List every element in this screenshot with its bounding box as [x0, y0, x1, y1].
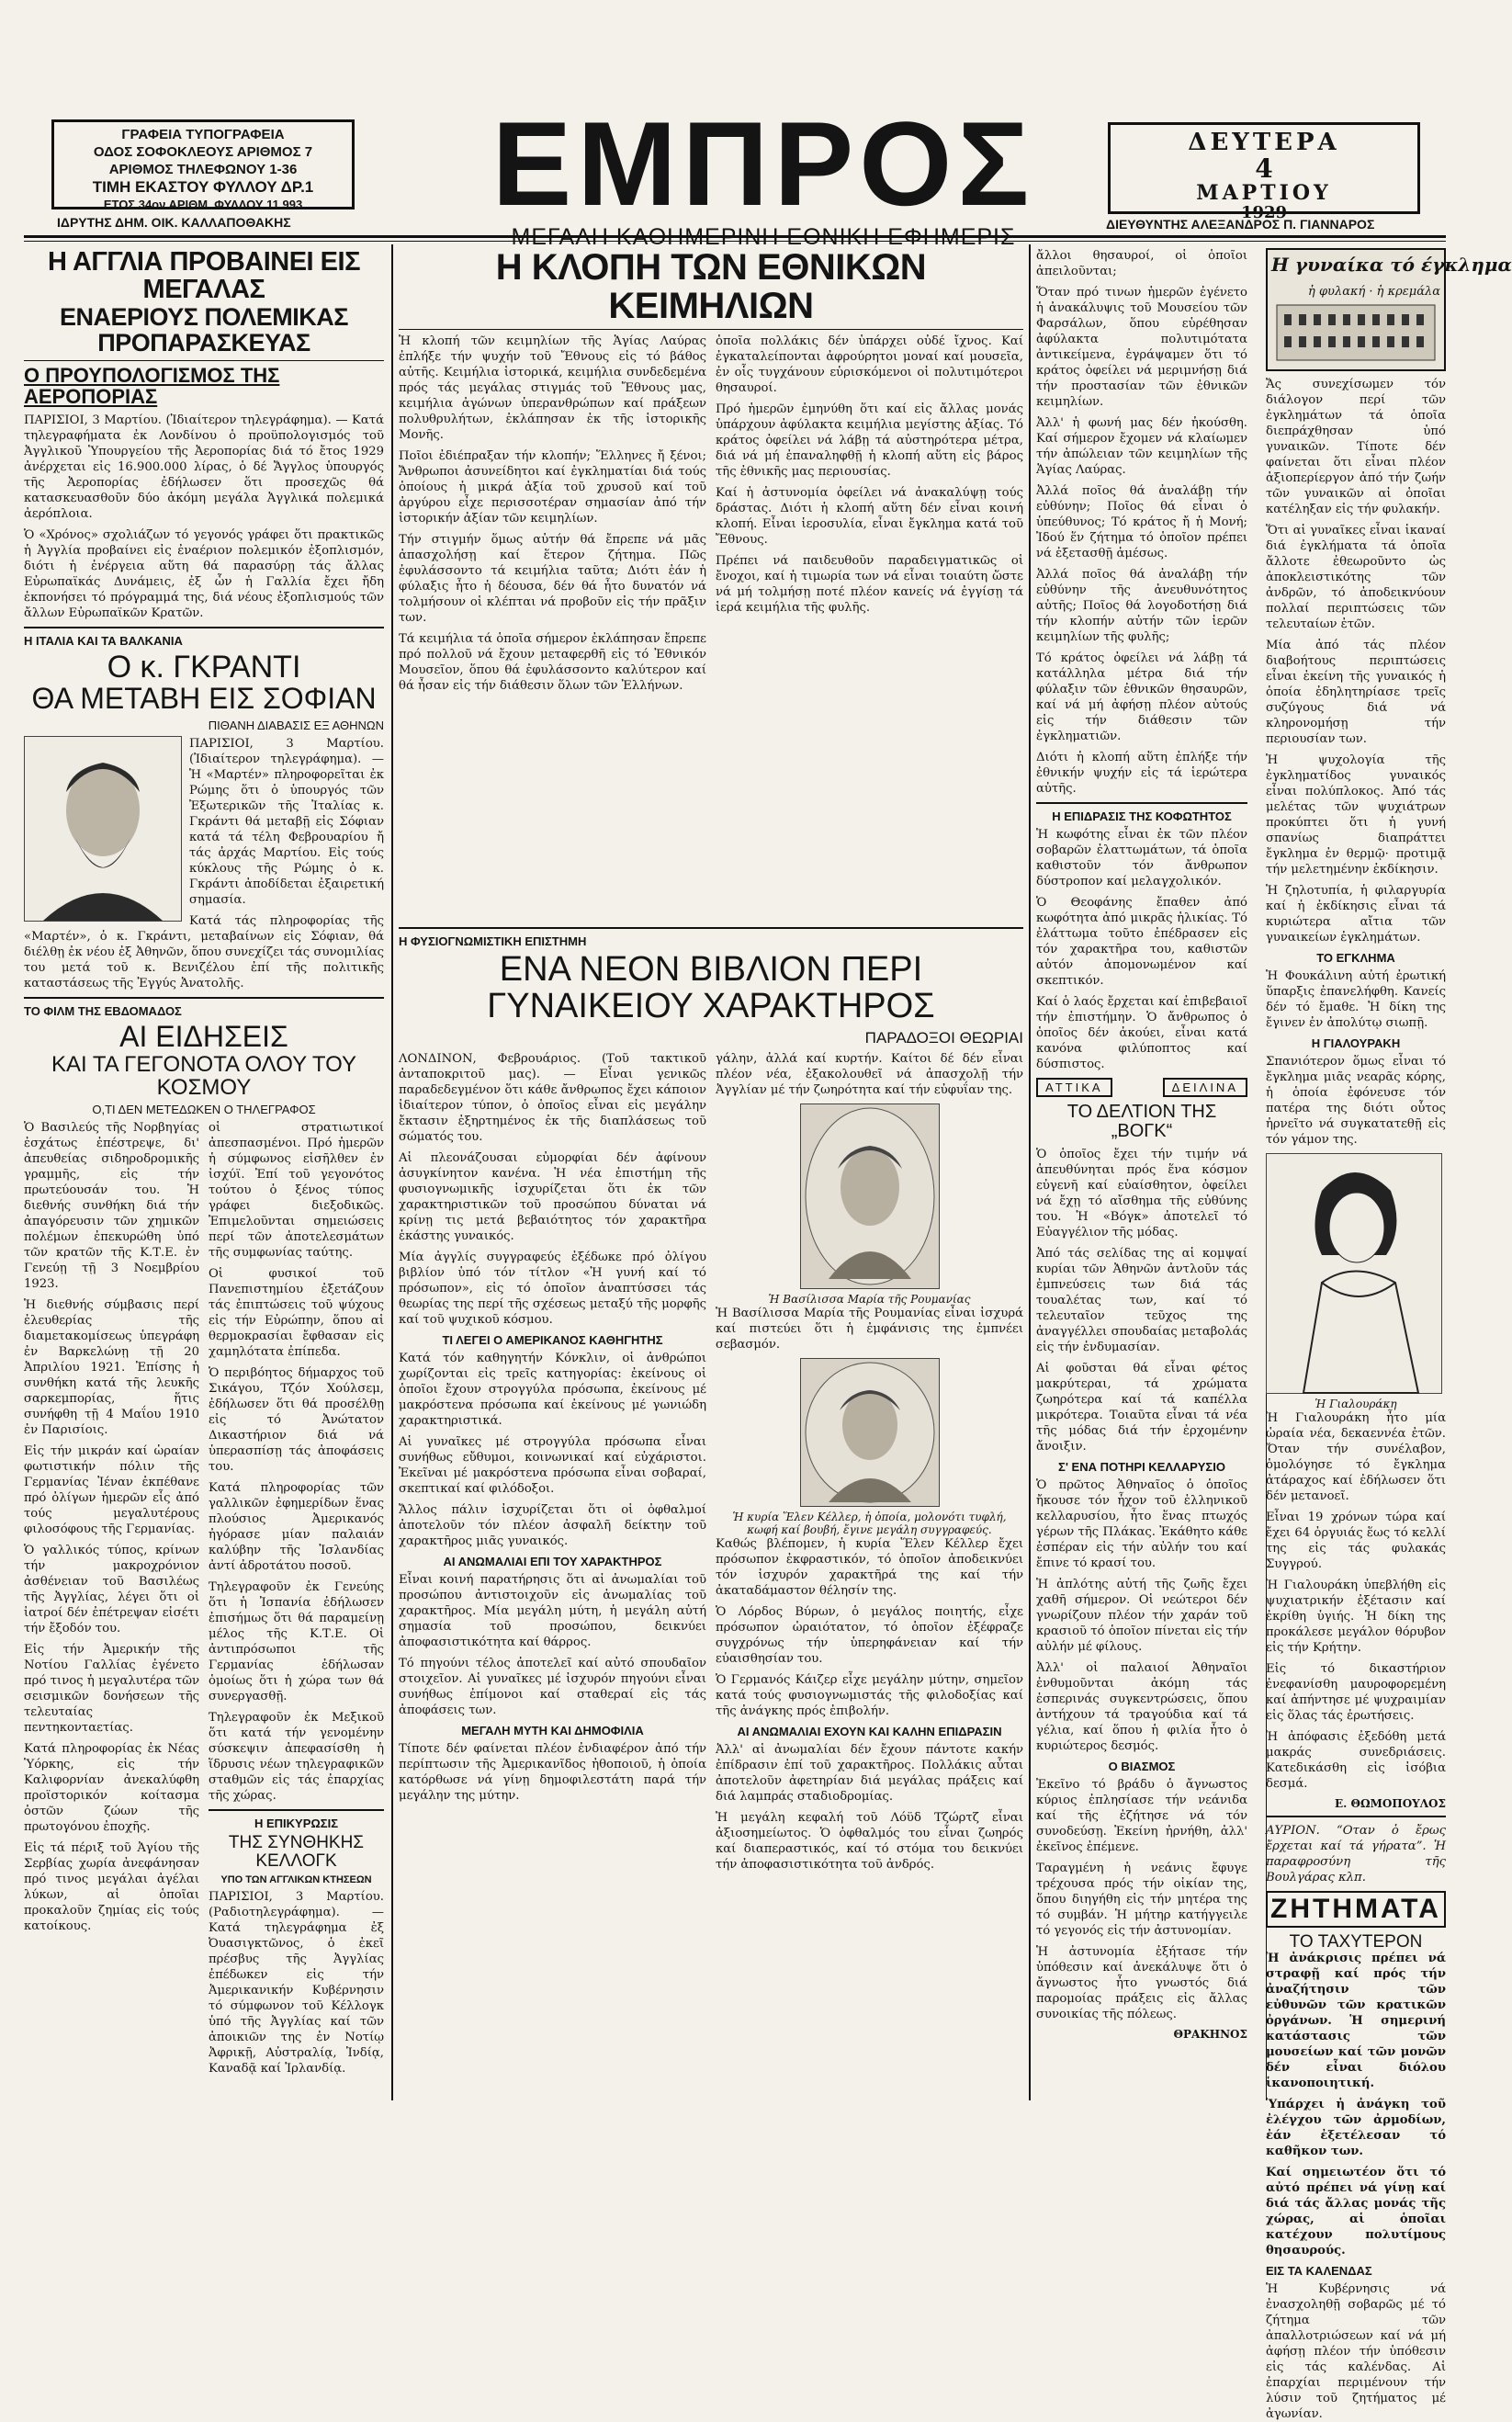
kicker: ΤΟ ΕΓΚΛΗΜΑ	[1316, 951, 1395, 965]
kicker: ΠΙΘΑΝΗ ΔΙΑΒΑΣΙΣ ΕΞ ΑΘΗΝΩΝ	[208, 719, 384, 733]
kicker: ΤΙ ΛΕΓΕΙ Ο ΑΜΕΡΙΚΑΝΟΣ ΚΑΘΗΓΗΤΗΣ	[442, 1332, 663, 1347]
divider	[209, 1809, 384, 1811]
article-text: Ἄς συνεχίσωμεν τόν διάλογον περί τῶν ἐγκλημάτων τά ὁποῖα διεπράχθησαν ὑπό γυναικῶν. Τίποτε δέν φαίνεται ὅτι εἶναι πλέον ἀξιοπερίεργον ἀπό τήν ζωήν τῶν γυναικῶν αἱ ὁποῖαι κατέληξαν εἰς τήν φυλακήν.	[1266, 378, 1446, 516]
date-number: 4	[1255, 153, 1273, 184]
article-text: Ὁ Λόρδος Βύρων, ὁ μεγάλος ποιητής, εἶχε πρόσωπον ὡραιότατον, τό ὁποῖον ἐξέφραζε συγχρόνως τήν ὑπερηφάνειαν καί τήν εὐαισθησίαν του.	[716, 1604, 1023, 1666]
article-text: Ὁ Θεοφάνης ἔπαθεν ἀπό κωφότητα ἀπό μικρᾶς ἡλικίας. Τό ἐλάττωμα τοῦτο ἐπέδρασεν εἰς τόν χαρακτῆρα του, καθιστῶν αὐτόν ἀπομονωμένον καί σκεπτικόν.	[1036, 896, 1247, 988]
article-text: Κατά τάς πληροφορίας τῆς «Μαρτέν», ὁ κ. Γκράντι, μεταβαίνων εἰς Σόφιαν, θά διέλθῃ ἐκ νέου ἐξ Ἀθηνῶν, ὅπου συνεχίζει τάς συνομιλίας του μετά τοῦ κ. Βενιζέλου ἐπί τῆς πολιτικῆς καταστάσεως τῆς Ἐγγύς Ἀνατολῆς.	[24, 914, 384, 991]
photo-caption: Ἡ κυρία Ἕλεν Κέλλερ, ἡ ὁποία, μολονότι τυφλή, κωφή καί βουβή, ἔγινε μεγάλη συγγραφεύς.	[732, 1510, 1007, 1536]
next-issue-note: ΑΥΡΙΟΝ. “Οταν ὁ ἔρως ἔρχεται καί τά γήρατα”. Ἡ παραφροσύνη τῆς Βουλγάρας κλπ.	[1266, 1824, 1446, 1884]
article-text: Καί ὁ λαός ἔρχεται καί ἐπιβεβαιοῖ τήν ἐπιστήμην. Ὁ ἄνθρωπος ὁ ὁποῖος δέν ἀκούει, εἶναι κατά κανόνα φιλύποπτος καί δύσπιστος.	[1036, 995, 1247, 1071]
article-text: Καί ἡ ἀστυνομία ὀφείλει νά ἀνακαλύψῃ τούς δράστας. Διότι ἡ κλοπή αὕτη δέν εἶναι κοινή κλοπή. Εἶναι ἱεροσυλία, εἶναι ἔγκλημα κατά τοῦ Ἔθνους.	[716, 486, 1023, 547]
article-text: Ἄλλος πάλιν ἰσχυρίζεται ὅτι οἱ ὀφθαλμοί ἀποτελοῦν τόν πλέον ἀσφαλῆ δείκτην τοῦ χαρακτῆρος μιᾶς γυναικός.	[399, 1502, 706, 1548]
article-text: Εἰς τήν Ἀμερικήν τῆς Νοτίου Γαλλίας ἐγένετο πρό τινος ἡ μεγαλυτέρα τῶν σεισμικῶν δονήσεων τῆς τελευταίας πεντηκονταετίας.	[24, 1643, 199, 1735]
article-text: Ὁ γαλλικός τύπος, κρίνων τήν μακροχρόνιον ἀσθένειαν τοῦ Βασιλέως τῆς Ἀγγλίας, λέγει ὅτι οἱ ἰατροί δέν ἐπέτρεψαν εἰσέτι τήν ἔξοδόν του.	[24, 1544, 199, 1635]
kicker: Η ΦΥΣΙΟΓΝΩΜΙΣΤΙΚΗ ΕΠΙΣΤΗΜΗ	[399, 934, 587, 948]
article-text: Τά κειμήλια τά ὁποῖα σήμερον ἐκλάπησαν ἔπρεπε πρό πολλοῦ νά ἔχουν μεταφερθῆ εἰς τό Ἐθνικόν Μουσεῖον, ὅπου θά ἐφυλάσσοντο καλύτερον καί θά ἦσαν εἰς τήν διάθεσιν ὅλων τῶν Ἑλλήνων.	[399, 632, 706, 693]
article-text: ἄλλοι θησαυροί, οἱ ὁποῖοι ἀπειλοῦνται;	[1036, 249, 1247, 278]
headline: ΓΥΝΑΙΚΕΙΟΥ ΧΑΡΑΚΤΗΡΟΣ	[487, 986, 935, 1025]
divider	[399, 329, 1023, 330]
article-text: Ἀλλά ποῖος θά ἀναλάβῃ τήν εὐθύνην; Ποῖος θά εἶναι ὁ ὑπεύθυνος; Τό κράτος ἤ ἡ Μονή; Ἰδού ἕν ζήτημα τό ὁποῖον πρέπει νά ἐξετασθῇ ἀμέσως.	[1036, 484, 1247, 560]
article-text: Ἀλλά ποῖος θά ἀναλάβῃ τήν εὐθύνην τῆς ἀνευθυνότητος αὐτῆς; Ποῖος θά λογοδοτήσῃ διά τήν κλοπήν αὐτήν τῶν ἱερῶν κειμηλίων τῆς φυλῆς;	[1036, 568, 1247, 644]
article-column	[399, 1051, 706, 1878]
article-text: Ἀλλ' ἡ φωνή μας δέν ἠκούσθη. Καί σήμερον ἔχομεν νά κλαίωμεν τήν ἀπώλειαν τῶν κειμηλίων τῆς Ἁγίας Λαύρας.	[1036, 416, 1247, 477]
article-text: Ἡ ψυχολογία τῆς ἐγκληματίδος γυναικός εἶναι πολύπλοκος. Ἀπό τάς μελέτας τῶν ψυχιάτρων προκύπτει ὅτι ἡ γυνή σπανίως διαπράττει ἔγκλημα ἐν θερμῷ· προτιμᾷ τήν μελετημένην ἐκδίκησιν.	[1266, 753, 1446, 877]
article-text: Ἡ Κυβέρνησις νά ἐνασχοληθῇ σοβαρῶς μέ τό ζήτημα τῶν ἀπαλλοτριώσεων καί νά μή ἀφήσῃ πλέον τήν ὑπόθεσιν εἰς τάς καλένδας. Αἱ ἐπαρχίαι περιμένουν τήν λύσιν τοῦ ζητήματος μέ ἀγωνίαν.	[1266, 2282, 1446, 2422]
article-text: Ἡ Φουκάλινη αὐτή ἐρωτική ὕπαρξις ἐπανελήφθη. Κανείς δέν τό ἔμαθε. Ἡ δίκη της ἔγινεν ἐν ἀπολύτῳ σιωπῇ.	[1266, 969, 1446, 1030]
article-text: Καί σημειωτέον ὅτι τό αὐτό πρέπει νά γίνῃ καί διά τάς ἄλλας μονάς τῆς χώρας, αἱ ὁποῖαι κατέχουν πολυτίμους θησαυρούς.	[1266, 2166, 1446, 2258]
divider	[24, 627, 384, 628]
article-text: γάλην, ἀλλά καί κυρτήν. Καίτοι δέ δέν εἶναι πλέον νέα, ἐξακολουθεῖ νά ἀπασχολῇ τήν Ἀγγλίαν μέ τήν ζωηρότητα καί τήν εὐφυΐαν της.	[716, 1051, 1023, 1097]
article-text: Εἶναι κοινή παρατήρησις ὅτι αἱ ἀνωμαλίαι τοῦ προσώπου ἀντιστοιχοῦν εἰς ἀνωμαλίας τοῦ χαρακτῆρος. Μία μεγάλη μύτη, ἡ μεγάλη αὐτή σημασία τοῦ προσώπου, δεικνύει ἀποφασιστικότητα καί θάρρος.	[399, 1572, 706, 1649]
headline: ΤΗΣ ΣΥΝΘΗΚΗΣ ΚΕΛΛΟΓΚ	[228, 1833, 365, 1871]
article-text: Ἡ Γιαλουράκη ἦτο μία ὡραία νέα, δεκαεννέα ἐτῶν. Ὅταν τήν συνέλαβον, ὁμολόγησε τό ἔγκλημα ἀτάραχος καί ἐδήλωσεν ὅτι δέν μετανοεῖ.	[1266, 1411, 1446, 1503]
portrait-photo	[800, 1103, 940, 1289]
article-text: Εἶναι 19 χρόνων τώρα καί ἔχει 64 ὀργυιάς ἕως τό κελλί της εἰς τάς φυλακάς Συγγρού.	[1266, 1511, 1446, 1571]
headline: ΤΟ ΔΕΛΤΙΟΝ ΤΗΣ „ΒΟΓΚ“	[1066, 1102, 1217, 1141]
kicker: ΕΙΣ ΤΑ ΚΑΛΕΝΔΑΣ	[1266, 2264, 1372, 2279]
article-text: Πρό ἡμερῶν ἐμηνύθη ὅτι καί εἰς ἄλλας μονάς ὑπάρχουν ἀφύλακτα κειμήλια μεγίστης ἀξίας. Τό κράτος ὀφείλει νά λάβῃ τά αὐστηρότερα μέτρα, διά νά μή ἐπαναληφθῇ ἡ κλοπή αὕτη εἰς βάρος τῆς ἐθνικῆς μας περιουσίας.	[716, 402, 1023, 479]
signature: ΘΡΑΚΗΝΟΣ	[1173, 2028, 1247, 2041]
article-text: Ἡ κωφότης εἶναι ἐκ τῶν πλέον σοβαρῶν ἐλαττωμάτων, τά ὁποῖα καθιστοῦν τόν ἄνθρωπον δύστροπον καί μελαγχολικόν.	[1036, 828, 1247, 888]
portrait-illustration	[25, 737, 181, 921]
divider	[24, 997, 384, 999]
article-text: Ἡ μεγάλη κεφαλή τοῦ Λόϋδ Τζώρτζ εἶναι ἀξιοσημείωτος. Ὁ ὀφθαλμός του εἶναι ζωηρός καί διαπεραστικός, καί τό στόμα του δεικνύει τήν ἀποφασιστικότητα τοῦ ἀνδρός.	[716, 1810, 1023, 1872]
portrait-photo	[24, 736, 182, 922]
article-text: Ἡ ἀπόφασις ἐξεδόθη μετά μακράς συνεδριάσεις. Κατεδικάσθη εἰς ἰσόβια δεσμά.	[1266, 1730, 1446, 1791]
article-text: Πρέπει νά παιδευθοῦν παραδειγματικῶς οἱ ἔνοχοι, καί ἡ τιμωρία των νά εἶναι τοιαύτη ὥστε νά μή τολμήσῃ ποτέ πλέον κανείς νά ἐγγίσῃ τά ἱερά κειμήλια τῆς φυλῆς.	[716, 554, 1023, 615]
kicker: ΑΙ ΑΝΩΜΑΛΙΑΙ ΕΧΟΥΝ ΚΑΙ ΚΑΛΗΝ ΕΠΙΔΡΑΣΙΝ	[737, 1724, 1002, 1738]
headline: Η ΚΛΟΠΗ ΤΩΝ ΕΘΝΙΚΩΝ ΚΕΙΜΗΛΙΩΝ	[495, 247, 927, 326]
article-text: Αἱ πλεονάζουσαι εὐμορφίαι δέν ἀφίνουν ἀσυγκίνητον κανένα. Ἡ νέα ἐπιστήμη τῆς φυσιογνωμικῆς ἰσχυρίζεται ὅτι ἐκ τῶν χαρακτηριστικῶν τοῦ προσώπου δύναται νά κρίνῃ τις μετά βεβαιότητος τόν χαρακτῆρα ἑκάστης γυναικός.	[399, 1150, 706, 1243]
section-tag: ΔΕΙΛΙΝΑ	[1163, 1078, 1247, 1097]
article-text: ΠΑΡΙΣΙΟΙ, 3 Μαρτίου. (Ραδιοτηλεγράφημα). — Κατά τηλεγράφημα ἐξ Ὀυασιγκτῶνος, ὁ ἐκεῖ πρέσβυς τῆς Ἀγγλίας ἐπέδωκεν εἰς τήν Ἀμερικανικήν Κυβέρνησιν τό σύμφωνον τοῦ Κέλλογκ ὑπό τῆς Ἀγγλίας καί τῶν ἀποικιῶν της ἐν Νοτίῳ Ἀφρικῇ, Αὐστραλίᾳ, Ἰνδίᾳ, Καναδᾷ καί Ἰρλανδίᾳ.	[209, 1889, 384, 2076]
article-text: Κατά πληροφορίας ἐκ Νέας Ὑόρκης, εἰς τήν Καλιφορνίαν ἀνεκαλύφθη προϊστορικόν κοίτασμα ὀστῶν ζώων τῆς πρωτογόνου ἐποχῆς.	[24, 1742, 199, 1834]
kicker: Η ΙΤΑΛΙΑ ΚΑΙ ΤΑ ΒΑΛΚΑΝΙΑ	[24, 633, 183, 648]
column-divider	[391, 244, 393, 2100]
woman-illustration	[1266, 1153, 1442, 1394]
article-text: ΠΑΡΙΣΙΟΙ, 3 Μαρτίου. (Ἰδιαίτερον τηλεγράφημα). — Κατά τηλεγραφήματα ἐκ Λονδίνου ὁ προϋπολογισμός τοῦ Ἀγγλικοῦ Ὑπουργείου τῆς Ἀεροπορίας διά τό ἔτος 1929 ἀνέρχεται εἰς 16.900.000 λίρας, ὁ δέ Ἄγγλος ὑπουργός τῆς Ἀεροπορίας ἐδήλωσεν ὅτι προσεχῶς θά κατασκευασθοῦν δύο ἀκόμη μεγάλα Ἀγγλικά πολεμικά ἀερόπλοια.	[24, 413, 384, 521]
article-text: Κατά τόν καθηγητήν Κόνκλιν, οἱ ἀνθρώποι χωρίζονται εἰς τρεῖς κατηγορίας: ἐκείνους οἱ ὁποῖοι ἔχουν στρογγύλα πρόσωπα, ἐκείνους μέ μακρόστενα πρόσωπα καί ἐκείνους μέ γωνιώδη χαρακτηριστικά.	[399, 1351, 706, 1428]
masthead-rule-thin	[24, 241, 1446, 242]
article-text: Αἱ γυναῖκες μέ στρογγύλα πρόσωπα εἶναι συνήθως εὔθυμοι, κοινωνικαί καί εὐχάριστοι. Ἐκεῖναι μέ μακρόστενα πρόσωπα εἶναι σοβαραί, σκεπτικαί καί φιλόδοξοι.	[399, 1434, 706, 1496]
section-tag: ΑΤΤΙΚΑ	[1036, 1078, 1112, 1097]
director-line: ΔΙΕΥΘΥΝΤΗΣ ΑΛΕΞΑΝΔΡΟΣ Π. ΓΙΑΝΝΑΡΟΣ	[1106, 217, 1375, 232]
article-text: Οἱ φυσικοί τοῦ Πανεπιστημίου ἐξετάζουν τάς ἐπιπτώσεις τοῦ ψύχους εἰς τήν Εὐρώπην, ὅπου αἱ θερμοκρασίαι ἔφθασαν εἰς χαμηλότατα ἐπίπεδα.	[209, 1267, 384, 1359]
article-text: Τίποτε δέν φαίνεται πλέον ἐνδιαφέρον ἀπό τήν περίπτωσιν τῆς Ἀμερικανῖδος ἠθοποιοῦ, ἡ ὁποία κατόρθωσε νά γίνῃ δημοφιλεστάτη παρά τήν μεγάλην της μύτην.	[399, 1741, 706, 1803]
info-line: ΕΤΟΣ 34ον ΑΡΙΘΜ. ΦΥΛΛΟΥ 11.993	[103, 198, 303, 211]
article-text: Ὅτι αἱ γυναῖκες εἶναι ἱκαναί διά ἐγκλήματα τά ὁποῖα ἄλλοτε ἐθεωροῦντο ὡς ἀποκλειστικότης τῶν ἀνδρῶν, τό ἀποδεικνύουν πολλαί περιπτώσεις τῶν τελευταίων ἐτῶν.	[1266, 524, 1446, 631]
article-text: Ἡ διεθνής σύμβασις περί ἐλευθερίας τῆς διαμετακομίσεως ὑπεγράφη ἐν Βαρκελώνῃ τῇ 20 Ἀπριλίου 1921. Ἐπίσης ἡ συνθήκη κατά τῆς λευκῆς σαρκεμπορίας, ἥτις συνήφθη τῇ 4 Μαΐου 1910 ἐν Παρισίοις.	[24, 1298, 199, 1437]
box-title: ΖΗΤΗΜΑΤΑ	[1270, 1894, 1441, 1924]
article-column	[716, 1051, 1023, 1878]
crime-feature	[1266, 248, 1512, 2422]
photo-caption: Ἡ Γιαλουράκη	[1315, 1398, 1397, 1410]
kicker: Η ΕΠΙΔΡΑΣΙΣ ΤΗΣ ΚΟΦΩΤΗΤΟΣ	[1052, 809, 1232, 823]
article-text: Ταραγμένη ἡ νεάνις ἔφυγε τρέχουσα πρός τήν οἰκίαν της, ὅπου διηγήθη εἰς τήν μητέρα της τό συμβάν. Ἡ μήτηρ κατήγγειλε τό γεγονός εἰς τήν ἀστυνομίαν.	[1036, 1862, 1247, 1938]
article-text: οἱ στρατιωτικοί ἀπεσπασμένοι. Πρό ἡμερῶν ἡ σύμφωνος εἰσῆλθεν ἐν ἰσχύϊ. Ἐπί τοῦ γεγονότος τούτου ὁ ξένος τύπος γράφει διεξοδικῶς. Ἐπιμελοῦνται σημειώσεις περί τῶν ἀποτελεσμάτων τῆς συμφωνίας ταύτης.	[209, 1121, 384, 1260]
article-text: Ὑπάρχει ἡ ἀνάγκη τοῦ ἐλέγχου τῶν ἀρμοδίων, ἐάν ἐξετέλεσαν τό καθῆκον των.	[1266, 2098, 1446, 2159]
date-box	[1108, 122, 1420, 222]
article-text: Ἡ ἀνάκρισις πρέπει νά στραφῇ καί πρός τήν ἀναζήτησιν τῶν εὐθυνῶν τῶν κρατικῶν ὀργάνων. Ἡ σημερινή κατάστασις τῶν μουσείων καί τῶν μονῶν δέν εἶναι διόλου ἱκανοποιητική.	[1266, 1952, 1446, 2091]
divider	[1266, 1816, 1446, 1817]
article-text: Ὁ περιβόητος δήμαρχος τοῦ Σικάγου, Τζόν Χούλσεμ, ἐδήλωσεν ὅτι θά προσέλθῃ εἰς τό Ἀνώτατον Δικαστήριον διά νά ὑπερασπίσῃ τάς ἀποφάσεις του.	[209, 1366, 384, 1474]
photo-caption: Ἡ Βασίλισσα Μαρία τῆς Ρουμανίας	[768, 1292, 971, 1306]
headline: ΑΙ ΕΙΔΗΣΕΙΣ	[119, 1020, 288, 1054]
article-text: Τηλεγραφοῦν ἐκ Γενεύης ὅτι ἡ Ἰσπανία ἐδήλωσεν ἐπισήμως ὅτι θά παραμείνῃ μέλος τῆς Κ.Τ.Ε. Οἱ ἀντιπρόσωποι τῆς Γερμανίας ἐδήλωσαν ὁμοίως ὅτι ἡ χώρα των θά συνεργασθῇ.	[209, 1580, 384, 1703]
crime-banner	[1266, 248, 1512, 371]
kicker: ΤΟ ΦΙΛΜ ΤΗΣ ΕΒΔΟΜΑΔΟΣ	[24, 1004, 182, 1019]
article-text: ὁποῖα πολλάκις δέν ὑπάρχει οὐδέ ἴχνος. Καί ἐγκαταλείπονται ἀφρούρητοι μοναί καί μουσεῖα, ἐν οἷς τυγχάνουν εὑρισκόμενοι οἱ πολυτιμότεροι θησαυροί.	[716, 334, 1023, 395]
article-text: Τηλεγραφοῦν ἐκ Μεξικοῦ ὅτι κατά τήν γενομένην σύσκεψιν ἀπεφασίσθη ἡ ἵδρυσις νέων τηλεγραφικῶν σταθμῶν εἰς τάς ἐπαρχίας τῆς χώρας.	[209, 1711, 384, 1803]
headline: Ο κ. ΓΚΡΑΝΤΙ	[107, 649, 301, 685]
info-line: ΤΙΜΗ ΕΚΑΣΤΟΥ ΦΥΛΛΟΥ ΔΡ.1	[92, 178, 314, 196]
kicker: Σ' ΕΝΑ ΠΟΤΗΡΙ ΚΕΛΛΑΡΥΣΙΟ	[1058, 1460, 1225, 1474]
article-text: Τό κράτος ὀφείλει νά λάβῃ τά κατάλληλα μέτρα διά τήν φύλαξιν τῶν ἐθνικῶν θησαυρῶν, καί νά μή ἀφήσῃ πλέον αὐτούς εἰς τήν διάθεσιν τῶν ἐγκληματιῶν.	[1036, 651, 1247, 743]
article-text: Ἐκεῖνο τό βράδυ ὁ ἄγνωστος κύριος ἐπλησίασε τήν νεάνιδα καί τῆς ἐζήτησε νά τόν συνοδεύσῃ. Ἐκείνη ἠρνήθη, ἀλλ' ἐκεῖνος ἐπέμενε.	[1036, 1778, 1247, 1854]
article-text: Τήν στιγμήν ὅμως αὐτήν θά ἔπρεπε νά μᾶς ἀπασχολήσῃ καί ἕτερον ζήτημα. Πῶς ἐφυλάσσοντο τά κειμήλια ταῦτα; Διότι ἐάν ἡ φύλαξις ἦτο ἡ δέουσα, δέν θά ἦτο δυνατόν νά τολμήσουν οἱ κλέπται νά προβοῦν εἰς τήν πρᾶξιν των.	[399, 533, 706, 625]
date-month: ΜΑΡΤΙΟΥ	[1196, 181, 1332, 205]
date-day: ΔΕΥΤΕΡΑ	[1188, 129, 1340, 156]
article-text: Ὁ Γερμανός Κάιζερ εἶχε μεγάλην μύτην, σημεῖον κατά τούς φυσιογνωμιστάς τῆς φιλοδοξίας καί τῆς ἀνάγκης πρός ἐπιβολήν.	[716, 1672, 1023, 1718]
kicker: Ο,ΤΙ ΔΕΝ ΜΕΤΕΔΩΚΕΝ Ο ΤΗΛΕΓΡΑΦΟΣ	[92, 1103, 316, 1116]
info-line: ΑΡΙΘΜΟΣ ΤΗΛΕΦΩΝΟΥ 1-36	[108, 162, 298, 177]
masthead-info-box	[51, 119, 355, 209]
article-text: ΠΑΡΙΣΙΟΙ, 3 Μαρτίου. (Ἰδιαίτερον τηλεγράφημα). — Ἡ «Μαρτέν» πληροφορεῖται ἐκ Ρώμης ὅτι ὁ ὑπουργός τῶν Ἐξωτερικῶν τῆς Ἰταλίας κ. Γκράντι θά μεταβῇ εἰς Σόφιαν κατά τά τέλη Φεβρουαρίου ἤ τάς ἀρχάς Μαρτίου. Εἰς τούς κύκλους τῆς Ρώμης ὁ κ. Γκράντι ἀποδίδεται ἐξαιρετική σημασία.	[189, 737, 384, 908]
woman-drawing	[1267, 1154, 1441, 1393]
zitimata-box	[1266, 1891, 1446, 1928]
film-column-right	[209, 1120, 384, 2082]
article-text: Ἡ Γιαλουράκη ὑπεβλήθη εἰς ψυχιατρικήν ἐξέτασιν καί ἐκρίθη ὑγιής. Ἡ δίκη της προκάλεσε μεγάλον θόρυβον εἰς τήν Κρήτην.	[1266, 1579, 1446, 1655]
kicker: Η ΕΠΙΚΥΡΩΣΙΣ	[254, 1816, 339, 1830]
article-text: Ἡ ἀπλότης αὐτή τῆς ζωῆς ἔχει χαθῆ σήμερον. Οἱ νεώτεροι δέν γνωρίζουν πλέον τήν χαράν τοῦ κρασιοῦ τό ὁποῖον πίνεται εἰς τήν αὐλήν μέ φίλους.	[1036, 1578, 1247, 1654]
headline: ΚΑΙ ΤΑ ΓΕΓΟΝΟΤΑ ΟΛΟΥ ΤΟΥ ΚΟΣΜΟΥ	[51, 1051, 357, 1100]
portrait-photo	[800, 1358, 940, 1507]
divider	[399, 927, 1023, 929]
article-text: Μία ἀπό τάς πλέον διαβοήτους περιπτώσεις εἶναι ἐκείνη τῆς γυναικός ἡ ὁποία ἐδηλητηρίασε τρεῖς συζύγους διά νά κληρονομήσῃ τήν περιουσίαν των.	[1266, 639, 1446, 746]
article-text: Ἀλλ' οἱ παλαιοί Ἀθηναῖοι ἐνθυμοῦνται ἀκόμη τάς ἑσπερινάς συγκεντρώσεις, ὅπου ἀντήχουν τά τραγούδια καί τά γέλια, καί ὅπου ἡ φιλία ἦτο ὁ κυριώτερος δεσμός.	[1036, 1661, 1247, 1753]
founder-line: ΙΔΡΥΤΗΣ ΔΗΜ. ΟΙΚ. ΚΑΛΛΑΠΟΘΑΚΗΣ	[57, 215, 291, 230]
headline: Η ΑΓΓΛΙΑ ΠΡΟΒΑΙΝΕΙ ΕΙΣ ΜΕΓΑΛΑΣ	[48, 247, 360, 305]
article-text: Ποῖοι ἐδιέπραξαν τήν κλοπήν; Ἕλληνες ἤ ξένοι; Ἄνθρωποι ἀσυνείδητοι καί ἐγκληματίαι διά τούς ὁποίους ἡ μικρά ἀξία τοῦ χρυσοῦ καί τοῦ ἀργύρου εἶχε περισσοτέραν σημασίαν ἀπό τήν ἱστορικήν ἀξίαν τῶν κειμηλίων.	[399, 449, 706, 526]
signature: Ε. ΘΩΜΟΠΟΥΛΟΣ	[1335, 1797, 1446, 1810]
article-text: Τό πηγούνι τέλος ἀποτελεῖ καί αὐτό σπουδαῖον στοιχεῖον. Αἱ γυναῖκες μέ ἰσχυρόν πηγούνι εἶναι συνήθως ἐπίμονοι καί σταθεραί εἰς τάς ἀποφάσεις των.	[399, 1656, 706, 1717]
article-text: Ἀλλ' αἱ ἀνωμαλίαι δέν ἔχουν πάντοτε κακήν ἐπίδρασιν ἐπί τοῦ χαρακτῆρος. Πολλάκις αὗται ἀποτελοῦν ἀφετηρίαν διά μεγάλας πράξεις καί διά λαμπράς σταδιοδρομίας.	[716, 1742, 1023, 1804]
masthead-rule	[24, 235, 1446, 238]
article-text: ΛΟΝΔΙΝΟΝ, Φεβρουάριος. (Τοῦ τακτικοῦ ἀνταποκριτοῦ μας). — Εἶναι γενικῶς παραδεδεγμένον ὅτι κάθε ἄνθρωπος ἔχει κάποιον ἰδιαίτερον τύπον, ὁ ὁποῖος εἶναι εἰς μεγάλην ἔκτασιν ἐξηρτημένος ἐκ τῆς διαπλάσεως τοῦ σώματός του.	[399, 1051, 706, 1144]
column-2	[399, 248, 1023, 2095]
portrait-illustration	[801, 1359, 939, 1506]
film-column-left	[24, 1120, 199, 2082]
article-text: Ἡ ἀστυνομία ἐξήτασε τήν ὑπόθεσιν καί ἀνεκάλυψε ὅτι ὁ ἄγνωστος ἦτο γνωστός διά παρομοίας πράξεις εἰς ἄλλας συνοικίας τῆς πόλεως.	[1036, 1945, 1247, 2021]
article-column	[716, 334, 1023, 922]
article-text: Ὁ «Χρόνος» σχολιάζων τό γεγονός γράφει ὅτι πρακτικῶς ἡ Ἀγγλία προβαίνει εἰς ἐναέριον πολεμικόν ἐξοπλισμόν, διότι ἡ ἐνέργεια αὕτη θά παρασύρῃ τάς ἄλλας Εὐρωπαϊκάς Δυνάμεις, ἐξ ὧν ἡ Γαλλία ἔχει ἤδη ἐκπονήσει τό πρόγραμμά της, διά νέους ἐξοπλισμούς τῶν ἄλλων Εὐρωπαϊκῶν Κρατῶν.	[24, 527, 384, 620]
article-text: Σπανιότερον ὅμως εἶναι τό ἔγκλημα μιᾶς νεαρᾶς κόρης, ἡ ὁποία ἐφόνευσε τόν πατέρα της διότι οὗτος ἠρνεῖτο νά συγκατατεθῇ εἰς τόν γάμον της.	[1266, 1055, 1446, 1147]
article-text: Ἀπό τάς σελίδας της αἱ κομψαί κυρίαι τῶν Ἀθηνῶν ἀντλοῦν τάς ἐμπνεύσεις των διά τάς τουαλέτας των, καί τό τελευταῖον τεῦχος της ἀναγγέλλει σπουδαίας μεταβολάς εἰς τήν ἐνδυμασίαν.	[1036, 1247, 1247, 1354]
article-text: Ὅταν πρό τινων ἡμερῶν ἐγένετο ἡ ἀνακάλυψις τοῦ Μουσείου τῶν Φαρσάλων, ὅπου εὑρέθησαν ἀφύλακτα πολυτιμότατα ἀντικείμενα, ἐγράψαμεν ὅτι τό κράτος ὀφείλει νά μεριμνήσῃ διά τήν προστασίαν τῶν ἐθνικῶν κειμηλίων.	[1036, 286, 1247, 409]
date-year: 1929	[1240, 203, 1288, 222]
article-text: Ὁ Βασιλεύς τῆς Νορβηγίας ἐσχάτως ἐπέστρεψε, δι' ἀπευθείας σιδηροδρομικῆς γραμμῆς, εἰς τήν πρωτεύουσάν του. Ἡ διεθνής συνθήκη διά τήν ἀπαγόρευσιν τῶν χημικῶν πολέμων ἐπεκυρώθη ὑπό τῶν κρατῶν τῆς Κ.Τ.Ε. ἐν Γενεύῃ τῇ 3 Νοεμβρίου 1923.	[24, 1121, 199, 1291]
headline: ΕΝΑΕΡΙΟΥΣ ΠΟΛΕΜΙΚΑΣ ΠΡΟΠΑΡΑΣΚΕΥΑΣ	[60, 302, 348, 357]
column-divider	[1029, 244, 1031, 2100]
kicker: ΜΕΓΑΛΗ ΜΥΤΗ ΚΑΙ ΔΗΜΟΦΙΛΙΑ	[461, 1723, 644, 1737]
article-text: Μία ἀγγλίς συγγραφεύς ἐξέδωκε πρό ὀλίγου βιβλίον ὑπό τόν τίτλον «Ἡ γυνή καί τό πρόσωπον», εἰς τό ὁποῖον ἀναπτύσσει τάς θεωρίας της περί τῆς σχέσεως μεταξύ τῆς μορφῆς καί τοῦ ψυχικοῦ κόσμου.	[399, 1250, 706, 1327]
info-line: ΟΔΟΣ ΣΟΦΟΚΛΕΟΥΣ ΑΡΙΘΜΟΣ 7	[93, 144, 313, 160]
article-text: Διότι ἡ κλοπή αὕτη ἐπλήξε τήν ἐθνικήν ψυχήν εἰς τά ἱερώτερα αὐτῆς.	[1036, 751, 1247, 796]
kicker: Ο ΒΙΑΣΜΟΣ	[1108, 1760, 1176, 1773]
article-text: Ἡ ζηλοτυπία, ἡ φιλαργυρία καί ἡ ἐκδίκησις εἶναι τά κυριώτερα αἴτια τῶν γυναικείων ἐγκλημάτων.	[1266, 884, 1446, 945]
kicker: ΑΙ ΑΝΩΜΑΛΙΑΙ ΕΠΙ ΤΟΥ ΧΑΡΑΚΤΗΡΟΣ	[443, 1554, 662, 1568]
divider	[24, 360, 384, 361]
headline: ΕΝΑ ΝΕΟΝ ΒΙΒΛΙΟΝ ΠΕΡΙ	[499, 950, 923, 989]
article-text: Κατά πληροφορίας τῶν γαλλικῶν ἐφημερίδων ἕνας πλούσιος Ἀμερικανός ἠγόρασε μίαν παλαιάν καλύβην τῆς Ἰσλανδίας ἀντί ἀδροτάτου ποσοῦ.	[209, 1481, 384, 1573]
headline: ΘΑ ΜΕΤΑΒΗ ΕΙΣ ΣΟΦΙΑΝ	[31, 682, 377, 716]
article-text: Ὁ πρῶτος Ἀθηναῖος ὁ ὁποῖος ἤκουσε τόν ἦχον τοῦ ἑλληνικοῦ κελλαρυσίου, ἦτο ἕνας πτωχός γέρων τῆς Πλάκας. Ἐκάθητο κάθε ἑσπέραν εἰς τήν αὐλήν του καί ἔπινε τό κρασί του.	[1036, 1478, 1247, 1570]
article-text: Ἡ κλοπή τῶν κειμηλίων τῆς Ἁγίας Λαύρας ἐπλήξε τήν ψυχήν τοῦ Ἔθνους εἰς τό βάθος αὐτῆς. Κειμήλια ἱστορικά, κειμήλια συνδεδεμένα πρός τάς μεγάλας στιγμάς τοῦ Ἔθνους μας, κειμήλια ἀγώνων ὑπερανθρώπων καί πράξεων πολυθρυλήτων, ἐκλάπησαν ἐκ τῆς ἱστορικῆς Μονῆς.	[399, 334, 706, 442]
article-text: Αἱ φοῦσται θά εἶναι φέτος μακρύτεραι, τά χρώματα ζωηρότερα καί τά καπέλλα μικρότερα. Τοιαῦτα εἶναι τά νέα τῆς μόδας διά τήν ἐρχομένην ἄνοιξιν.	[1036, 1362, 1247, 1454]
kicker: Η ΓΙΑΛΟΥΡΑΚΗ	[1311, 1036, 1401, 1050]
banner-title: Η γυναίκα τό έγκλημα	[1271, 254, 1512, 276]
banner-subtitle: ἡ φυλακή · ἡ κρεμάλα	[1308, 285, 1440, 299]
article-text: Εἰς τά πέριξ τοῦ Ἀγίου τῆς Σερβίας χωρία ἀνεφάνησαν πρό τινος μεγάλαι ἀγέλαι λύκων, αἱ ὁποῖαι προκαλοῦν ζημίας εἰς τούς κατοίκους.	[24, 1841, 199, 1933]
article-column	[399, 334, 706, 922]
kicker: ΠΑΡΑΔΟΞΟΙ ΘΕΩΡΙΑΙ	[864, 1028, 1023, 1047]
article-text: Εἰς τήν μικράν καί ὡραίαν φωτιστικήν πόλιν τῆς Γερμανίας Ἰέναν ἐκπέθανε πρό ὀλίγων ἡμερῶν εἷς ἀπό τούς μεγαλυτέρους φιλοσόφους τῆς Γερμανίας.	[24, 1444, 199, 1536]
article-text: Καθώς βλέπομεν, ἡ κυρία Ἕλεν Κέλλερ ἔχει πρόσωπον ἐκφραστικόν, τό ὁποῖον ἀποδεικνύει τόν ἰσχυρόν χαρακτῆρά της καί τήν ἀκαταδάμαστον θέλησίν της.	[716, 1536, 1023, 1598]
box-subtitle: ΤΟ ΤΑΧΥΤΕΡΟΝ	[1289, 1931, 1423, 1952]
portrait-illustration	[801, 1104, 939, 1288]
article-text: Ὁ ὁποῖος ἔχει τήν τιμήν νά ἀπευθύνηται πρός ἕνα κόσμον εὐγενῆ καί εὐαίσθητον, ὀφείλει νά ἔχῃ τό αἴσθημα τῆς εὐθύνης του. Ἡ «Βόγκ» ἀποτελεῖ τό Εὐαγγέλιον τῆς μόδας.	[1036, 1148, 1247, 1239]
article-text: Εἰς τό δικαστήριον ἐνεφανίσθη μαυροφορεμένη καί ἀπήντησε μέ ψυχραιμίαν εἰς ὅλας τάς ἐρωτήσεις.	[1266, 1662, 1446, 1723]
masthead-title: ΕΜΠΡΟΣ	[491, 96, 1035, 231]
info-line: ΓΡΑΦΕΙΑ ΤΥΠΟΓΡΑΦΕΙΑ	[121, 127, 285, 142]
subhead: Ο ΠΡΟΥΠΟΛΟΓΙΣΜΟΣ ΤΗΣ ΑΕΡΟΠΟΡΙΑΣ	[24, 363, 280, 408]
column-1	[24, 248, 384, 2095]
article-text: Ἡ Βασίλισσα Μαρία τῆς Ρουμανίας εἶναι ἰσχυρά καί πιστεύει ὅτι ἡ ἐμφάνισις της ἐμπνέει σεβασμόν.	[716, 1306, 1023, 1352]
kicker: ΥΠΟ ΤΩΝ ΑΓΓΛΙΚΩΝ ΚΤΗΣΕΩΝ	[220, 1873, 372, 1885]
